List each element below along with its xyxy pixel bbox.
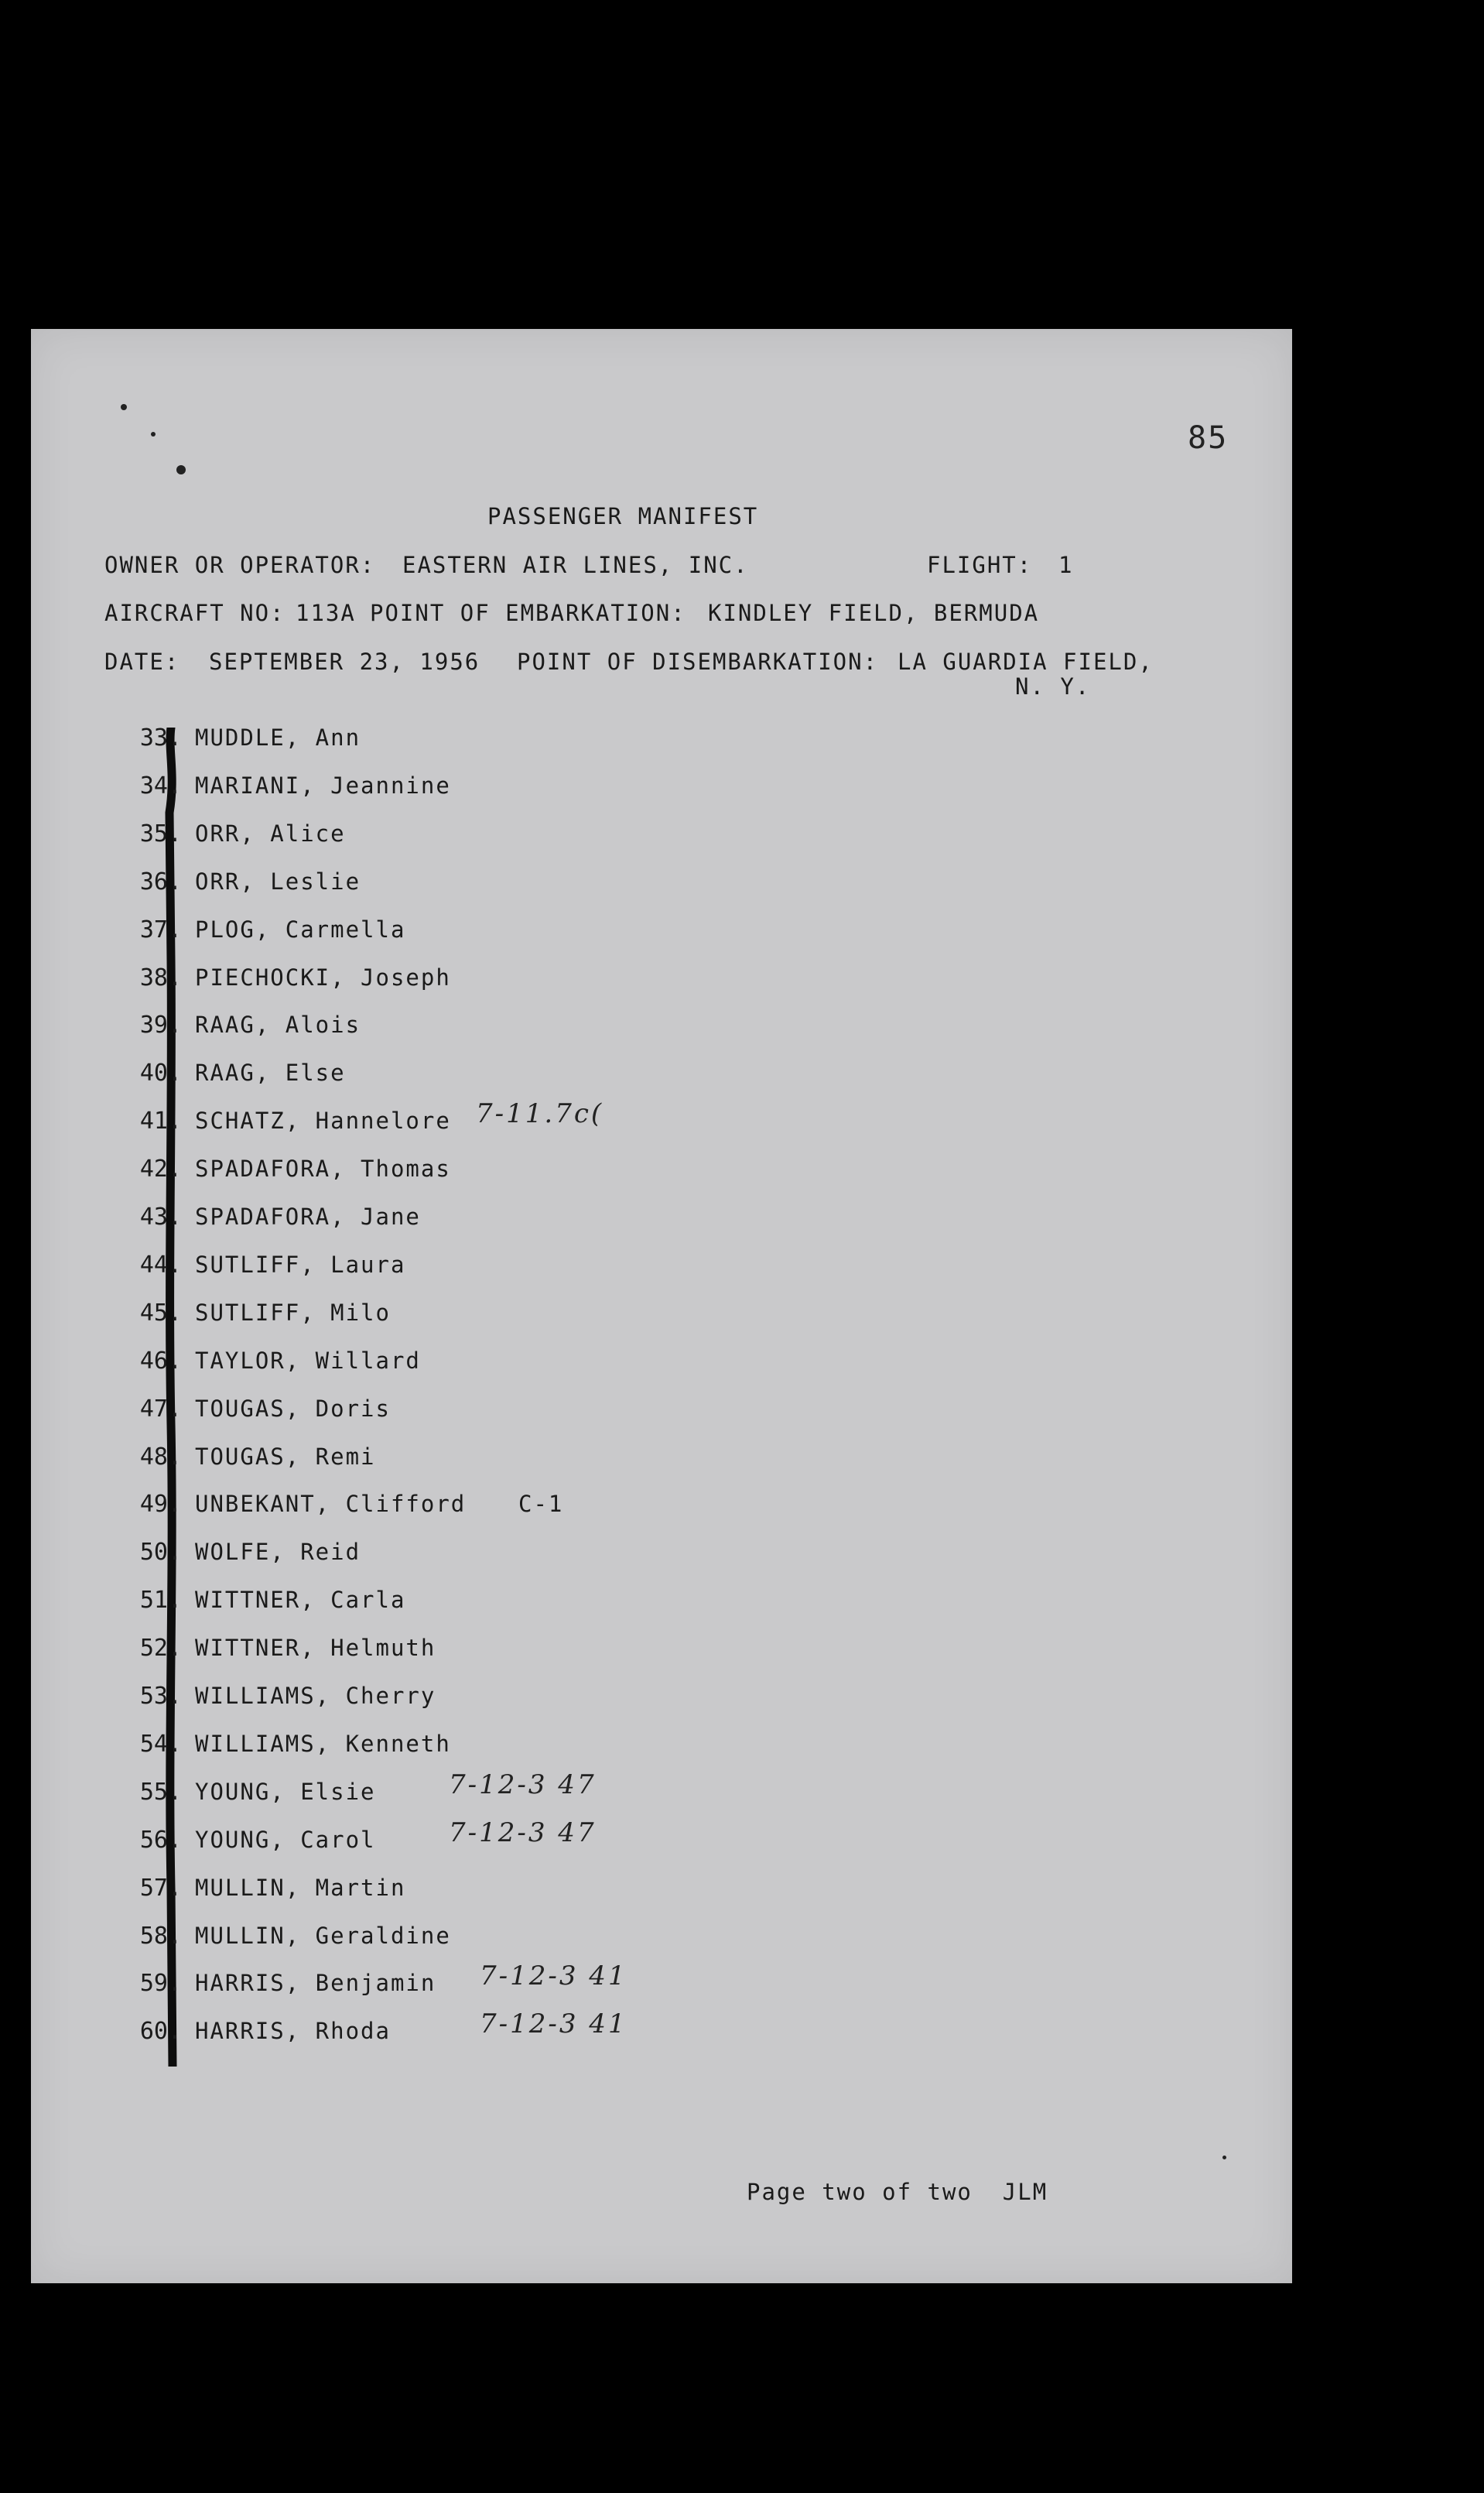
passenger-name: MULLIN, Geraldine [195,1922,451,1949]
passenger-row [31,2008,959,2052]
passenger-row [31,720,959,759]
passenger-name: PIECHOCKI, Joseph [195,964,451,991]
passenger-number: 59. [139,1970,182,1998]
passenger-name: WILLIAMS, Cherry [195,1683,436,1709]
passenger-number: 56. [139,1826,182,1854]
passenger-row [31,1199,959,1238]
passenger-row [31,960,959,998]
passenger-number: 44. [139,1251,182,1279]
passenger-row [31,1534,959,1573]
passenger-row [31,1678,959,1717]
flight-label: FLIGHT: [927,552,1033,578]
passenger-row [31,816,959,854]
passenger-number: 35. [139,820,182,848]
passenger-number: 41. [139,1108,182,1135]
passenger-row [31,1726,959,1765]
embark-label: POINT OF EMBARKATION: [370,600,686,626]
passenger-name: ORR, Alice [195,820,346,847]
passenger-number: 33. [139,724,182,752]
handwritten-annotation: 7-11.7c( [476,1098,604,1130]
embark-value: KINDLEY FIELD, BERMUDA [708,600,1040,626]
passenger-name: RAAG, Alois [195,1012,361,1039]
passenger-row [31,1391,959,1430]
passenger-name: WITTNER, Carla [195,1587,406,1614]
ink-speck [1222,2156,1226,2159]
passenger-row [31,1098,959,1142]
owner-value: EASTERN AIR LINES, INC. [402,552,749,578]
passenger-name: ORR, Leslie [195,868,361,895]
passenger-name: YOUNG, Elsie [195,1778,376,1805]
passenger-row [31,864,959,902]
passenger-number: 37. [139,916,182,943]
passenger-name: MUDDLE, Ann [195,724,361,751]
passenger-row [31,1055,959,1094]
flight-value: 1 [1058,552,1074,578]
passenger-row [31,768,959,806]
disembark-label: POINT OF DISEMBARKATION: [517,649,879,675]
passenger-number: 57. [139,1874,182,1902]
passenger-number: 39. [139,1012,182,1039]
passenger-name: SUTLIFF, Laura [195,1251,406,1278]
passenger-code: C-1 [518,1491,564,1518]
handwritten-annotation: 7-12-3 47 [449,1817,597,1848]
passenger-name: MARIANI, Jeannine [195,772,451,799]
passenger-name: RAAG, Else [195,1060,346,1087]
passenger-name: YOUNG, Carol [195,1826,376,1853]
passenger-row [31,1007,959,1046]
passenger-row [31,1439,959,1478]
passenger-number: 40. [139,1060,182,1087]
handwritten-annotation: 7-12-3 41 [480,2008,627,2040]
passenger-name: SUTLIFF, Milo [195,1299,391,1326]
passenger-name: PLOG, Carmella [195,916,406,943]
passenger-number: 47. [139,1395,182,1423]
passenger-number: 58. [139,1922,182,1950]
passenger-row [31,1870,959,1909]
page-footer: Page two of two JLM [747,2179,1048,2205]
passenger-name: WILLIAMS, Kenneth [195,1730,451,1757]
passenger-name: TOUGAS, Doris [195,1395,391,1422]
passenger-number: 45. [139,1299,182,1327]
handwritten-annotation: 7-12-3 47 [449,1769,597,1800]
ink-speck [176,465,186,474]
passenger-name: SPADAFORA, Thomas [195,1156,451,1183]
passenger-name: WOLFE, Reid [195,1539,361,1566]
page-title: PASSENGER MANIFEST [487,503,759,529]
passenger-name: UNBEKANT, Clifford [195,1491,467,1518]
handwritten-annotation: 7-12-3 41 [480,1960,627,1992]
passenger-number: 50. [139,1539,182,1567]
date-value: SEPTEMBER 23, 1956 [209,649,480,675]
page-number: 85 [1188,420,1229,456]
passenger-name: SPADAFORA, Jane [195,1204,421,1230]
manifest-sheet [31,329,1292,2283]
passenger-number: 48. [139,1443,182,1471]
passenger-row [31,1960,959,2004]
aircraft-label: AIRCRAFT NO: [104,600,286,626]
passenger-name: TAYLOR, Willard [195,1347,421,1374]
passenger-number: 53. [139,1683,182,1710]
passenger-number: 52. [139,1635,182,1663]
ink-speck [121,404,127,410]
passenger-name: TOUGAS, Remi [195,1443,376,1470]
passenger-number: 46. [139,1347,182,1375]
passenger-row [31,1247,959,1286]
passenger-row [31,1582,959,1621]
date-label: DATE: [104,649,180,675]
passenger-name: MULLIN, Martin [195,1874,406,1901]
passenger-number: 49. [139,1491,182,1519]
passenger-row [31,1769,959,1813]
passenger-number: 54. [139,1730,182,1758]
disembark-value: LA GUARDIA FIELD, [898,649,1154,675]
passenger-number: 34. [139,772,182,800]
passenger-number: 36. [139,868,182,895]
disembark-value-state: N. Y. [1015,673,1091,700]
passenger-name: SCHATZ, Hannelore [195,1108,451,1135]
passenger-number: 38. [139,964,182,991]
passenger-row [31,1486,959,1525]
passenger-row [31,1295,959,1334]
passenger-name: HARRIS, Rhoda [195,2018,391,2045]
passenger-row [31,912,959,950]
passenger-number: 43. [139,1204,182,1231]
passenger-row [31,1151,959,1190]
aircraft-value: 113A [296,600,356,626]
passenger-number: 55. [139,1778,182,1806]
ink-speck [151,432,156,437]
passenger-name: HARRIS, Benjamin [195,1970,436,1997]
passenger-row [31,1918,959,1957]
passenger-number: 42. [139,1156,182,1183]
passenger-name: WITTNER, Helmuth [195,1635,436,1662]
passenger-row [31,1343,959,1382]
passenger-number: 51. [139,1587,182,1615]
owner-label: OWNER OR OPERATOR: [104,552,376,578]
passenger-row [31,1817,959,1861]
passenger-number: 60. [139,2018,182,2046]
passenger-row [31,1630,959,1669]
